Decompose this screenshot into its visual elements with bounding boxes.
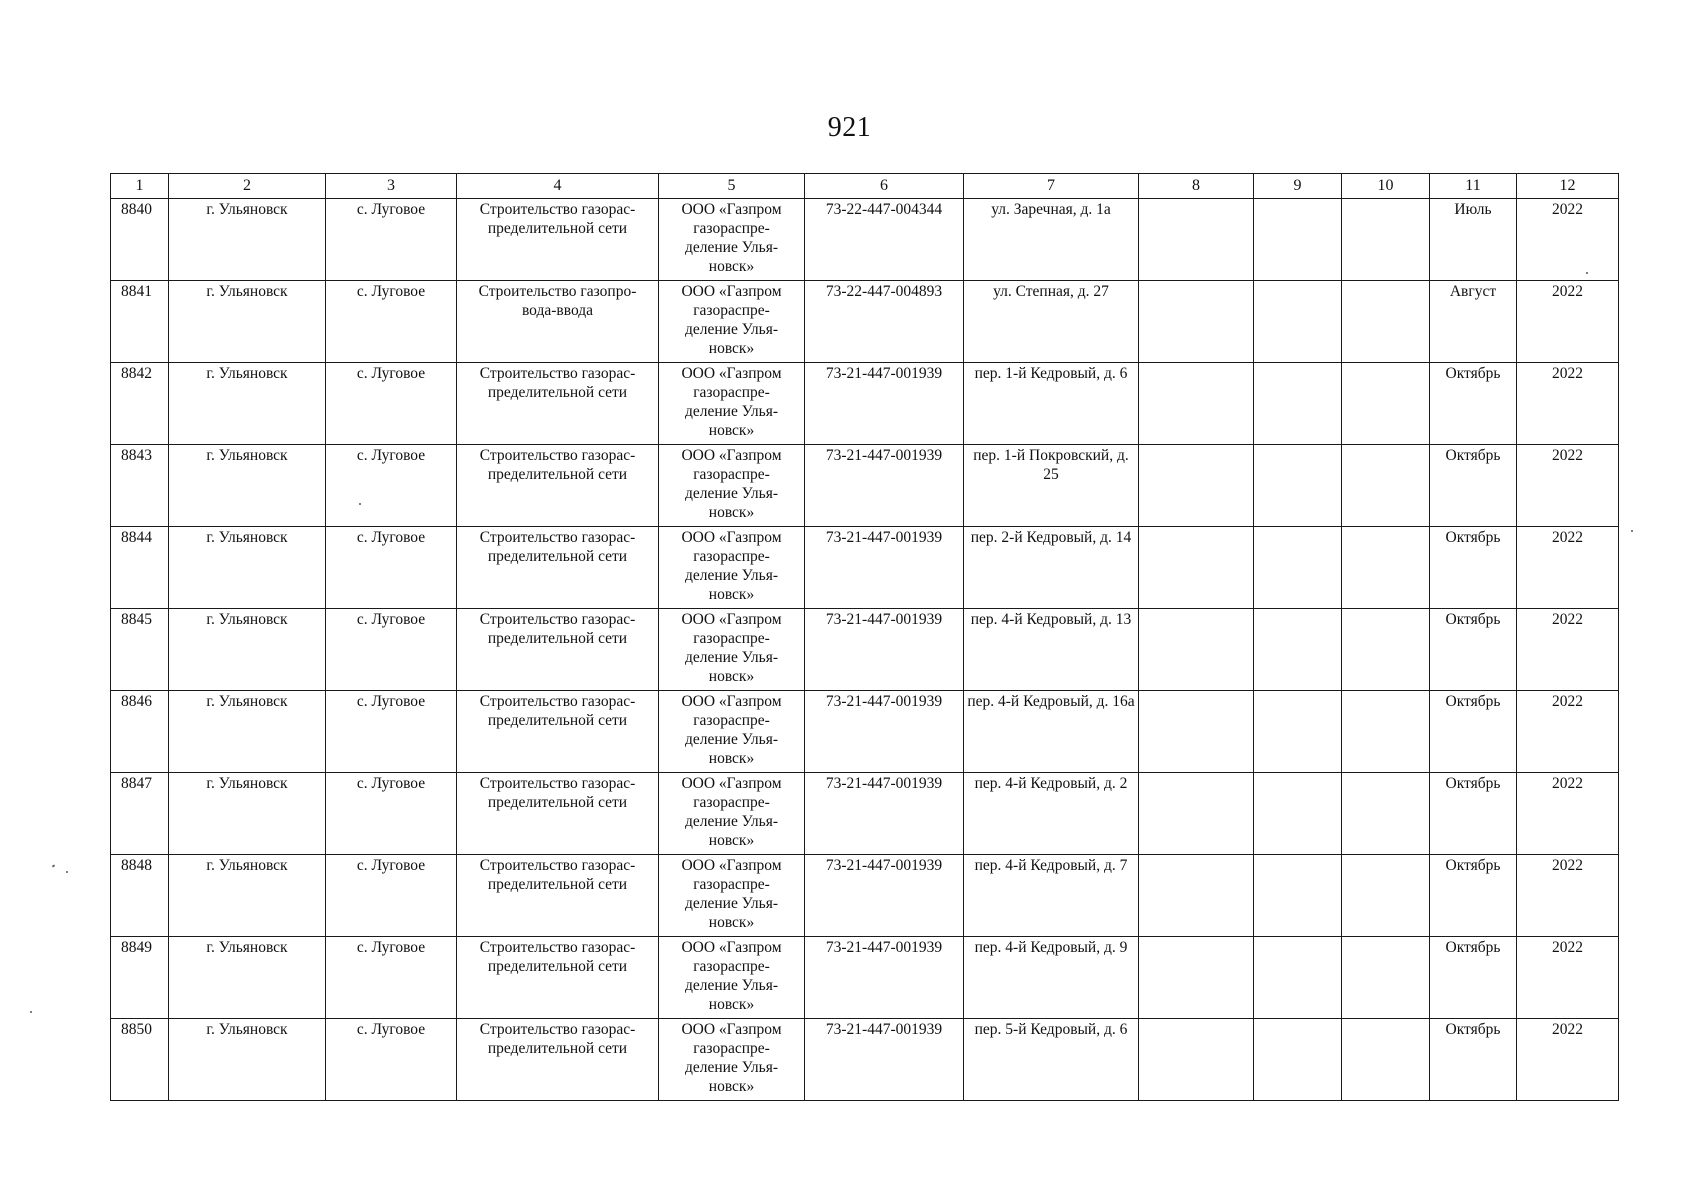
organization-cell: ООО «Газпром газораспре- деление Улья- новск» [659,691,805,773]
column-8-cell [1139,691,1254,773]
column-header-2: 2 [169,174,326,199]
column-header-6: 6 [805,174,964,199]
work-type-cell: Строительство газорас- пределительной сети [457,855,659,937]
table-row [111,199,1619,281]
month-cell: Октябрь [1430,855,1517,937]
table-row [111,691,1619,773]
city-cell: г. Ульяновск [169,609,326,691]
address-cell: пер. 4-й Кедровый, д. 2 [964,773,1139,855]
scan-speck [359,503,361,505]
village-cell: с. Луговое [326,609,457,691]
city-cell: г. Ульяновск [169,855,326,937]
year-cell: 2022 [1517,773,1619,855]
column-9-cell [1254,281,1342,363]
column-8-cell [1139,855,1254,937]
month-cell: Июль [1430,199,1517,281]
month-cell: Октябрь [1430,363,1517,445]
year-cell: 2022 [1517,937,1619,1019]
month-cell: Октябрь [1430,609,1517,691]
table-row [111,937,1619,1019]
year-cell: 2022 [1517,855,1619,937]
column-9-cell [1254,855,1342,937]
work-type-cell: Строительство газорас- пределительной сети [457,445,659,527]
code-cell: 73-21-447-001939 [805,773,964,855]
address-cell: пер. 2-й Кедровый, д. 14 [964,527,1139,609]
column-10-cell [1342,773,1430,855]
address-cell: пер. 1-й Покровский, д. 25 [964,445,1139,527]
column-header-12: 12 [1517,174,1619,199]
city-cell: г. Ульяновск [169,1019,326,1101]
work-type-cell: Строительство газорас- пределительной сети [457,363,659,445]
city-cell: г. Ульяновск [169,773,326,855]
column-9-cell [1254,691,1342,773]
page-number: 921 [827,112,872,143]
column-8-cell [1139,773,1254,855]
village-cell: с. Луговое [326,281,457,363]
table-row [111,855,1619,937]
organization-cell: ООО «Газпром газораспре- деление Улья- новск» [659,937,805,1019]
code-cell: 73-21-447-001939 [805,609,964,691]
organization-cell: ООО «Газпром газораспре- деление Улья- новск» [659,363,805,445]
organization-cell: ООО «Газпром газораспре- деление Улья- новск» [659,527,805,609]
column-header-8: 8 [1139,174,1254,199]
code-cell: 73-21-447-001939 [805,855,964,937]
column-9-cell [1254,937,1342,1019]
scan-speck [52,864,56,867]
city-cell: г. Ульяновск [169,937,326,1019]
column-header-4: 4 [457,174,659,199]
village-cell: с. Луговое [326,773,457,855]
work-type-cell: Строительство газорас- пределительной сети [457,937,659,1019]
year-cell: 2022 [1517,609,1619,691]
year-cell: 2022 [1517,363,1619,445]
year-cell: 2022 [1517,199,1619,281]
table-row [111,281,1619,363]
work-type-cell: Строительство газорас- пределительной сети [457,691,659,773]
column-9-cell [1254,527,1342,609]
month-cell: Октябрь [1430,691,1517,773]
register-table [110,173,1619,1101]
city-cell: г. Ульяновск [169,527,326,609]
column-8-cell [1139,609,1254,691]
header-row [111,174,1619,199]
month-cell: Октябрь [1430,445,1517,527]
village-cell: с. Луговое [326,855,457,937]
table-row [111,1019,1619,1101]
address-cell: пер. 4-й Кедровый, д. 13 [964,609,1139,691]
column-header-1: 1 [111,174,169,199]
year-cell: 2022 [1517,281,1619,363]
work-type-cell: Строительство газорас- пределительной сети [457,527,659,609]
column-8-cell [1139,937,1254,1019]
column-header-9: 9 [1254,174,1342,199]
column-9-cell [1254,773,1342,855]
code-cell: 73-21-447-001939 [805,691,964,773]
organization-cell: ООО «Газпром газораспре- деление Улья- новск» [659,281,805,363]
organization-cell: ООО «Газпром газораспре- деление Улья- новск» [659,1019,805,1101]
address-cell: ул. Степная, д. 27 [964,281,1139,363]
column-8-cell [1139,363,1254,445]
city-cell: г. Ульяновск [169,281,326,363]
column-header-7: 7 [964,174,1139,199]
table-row [111,445,1619,527]
year-cell: 2022 [1517,445,1619,527]
scan-speck [66,871,68,873]
work-type-cell: Строительство газорас- пределительной сети [457,773,659,855]
scan-speck [1631,530,1633,532]
row-number-cell: 8845 [111,609,169,691]
column-8-cell [1139,527,1254,609]
column-header-3: 3 [326,174,457,199]
work-type-cell: Строительство газопро- вода-ввода [457,281,659,363]
year-cell: 2022 [1517,527,1619,609]
column-10-cell [1342,527,1430,609]
city-cell: г. Ульяновск [169,691,326,773]
row-number-cell: 8843 [111,445,169,527]
column-10-cell [1342,1019,1430,1101]
work-type-cell: Строительство газорас- пределительной сети [457,609,659,691]
address-cell: пер. 5-й Кедровый, д. 6 [964,1019,1139,1101]
village-cell: с. Луговое [326,691,457,773]
address-cell: пер. 4-й Кедровый, д. 7 [964,855,1139,937]
row-number-cell: 8841 [111,281,169,363]
column-9-cell [1254,609,1342,691]
organization-cell: ООО «Газпром газораспре- деление Улья- новск» [659,445,805,527]
address-cell: ул. Заречная, д. 1а [964,199,1139,281]
city-cell: г. Ульяновск [169,445,326,527]
organization-cell: ООО «Газпром газораспре- деление Улья- новск» [659,855,805,937]
year-cell: 2022 [1517,1019,1619,1101]
village-cell: с. Луговое [326,199,457,281]
code-cell: 73-21-447-001939 [805,445,964,527]
column-10-cell [1342,281,1430,363]
address-cell: пер. 4-й Кедровый, д. 9 [964,937,1139,1019]
row-number-cell: 8846 [111,691,169,773]
column-8-cell [1139,281,1254,363]
organization-cell: ООО «Газпром газораспре- деление Улья- новск» [659,773,805,855]
column-header-5: 5 [659,174,805,199]
table-row [111,773,1619,855]
table-header [111,174,1619,199]
city-cell: г. Ульяновск [169,199,326,281]
table-body [111,199,1619,1101]
row-number-cell: 8847 [111,773,169,855]
column-8-cell [1139,1019,1254,1101]
city-cell: г. Ульяновск [169,363,326,445]
work-type-cell: Строительство газорас- пределительной сети [457,1019,659,1101]
organization-cell: ООО «Газпром газораспре- деление Улья- новск» [659,199,805,281]
column-8-cell [1139,199,1254,281]
code-cell: 73-21-447-001939 [805,527,964,609]
table-row [111,363,1619,445]
column-10-cell [1342,609,1430,691]
column-9-cell [1254,363,1342,445]
column-10-cell [1342,855,1430,937]
code-cell: 73-21-447-001939 [805,937,964,1019]
column-9-cell [1254,1019,1342,1101]
address-cell: пер. 1-й Кедровый, д. 6 [964,363,1139,445]
row-number-cell: 8849 [111,937,169,1019]
work-type-cell: Строительство газорас- пределительной сети [457,199,659,281]
table-row [111,609,1619,691]
column-10-cell [1342,937,1430,1019]
column-8-cell [1139,445,1254,527]
row-number-cell: 8844 [111,527,169,609]
table-row [111,527,1619,609]
scan-speck [1586,272,1588,274]
code-cell: 73-21-447-001939 [805,1019,964,1101]
village-cell: с. Луговое [326,1019,457,1101]
month-cell: Октябрь [1430,1019,1517,1101]
column-header-11: 11 [1430,174,1517,199]
village-cell: с. Луговое [326,363,457,445]
address-cell: пер. 4-й Кедровый, д. 16а [964,691,1139,773]
column-header-10: 10 [1342,174,1430,199]
month-cell: Август [1430,281,1517,363]
village-cell: с. Луговое [326,527,457,609]
column-10-cell [1342,691,1430,773]
village-cell: с. Луговое [326,937,457,1019]
row-number-cell: 8842 [111,363,169,445]
column-10-cell [1342,199,1430,281]
month-cell: Октябрь [1430,773,1517,855]
column-9-cell [1254,199,1342,281]
month-cell: Октябрь [1430,937,1517,1019]
organization-cell: ООО «Газпром газораспре- деление Улья- новск» [659,609,805,691]
row-number-cell: 8840 [111,199,169,281]
scan-speck [30,1011,32,1013]
column-10-cell [1342,445,1430,527]
year-cell: 2022 [1517,691,1619,773]
code-cell: 73-22-447-004344 [805,199,964,281]
row-number-cell: 8850 [111,1019,169,1101]
column-9-cell [1254,445,1342,527]
column-10-cell [1342,363,1430,445]
month-cell: Октябрь [1430,527,1517,609]
village-cell: с. Луговое [326,445,457,527]
row-number-cell: 8848 [111,855,169,937]
code-cell: 73-22-447-004893 [805,281,964,363]
code-cell: 73-21-447-001939 [805,363,964,445]
